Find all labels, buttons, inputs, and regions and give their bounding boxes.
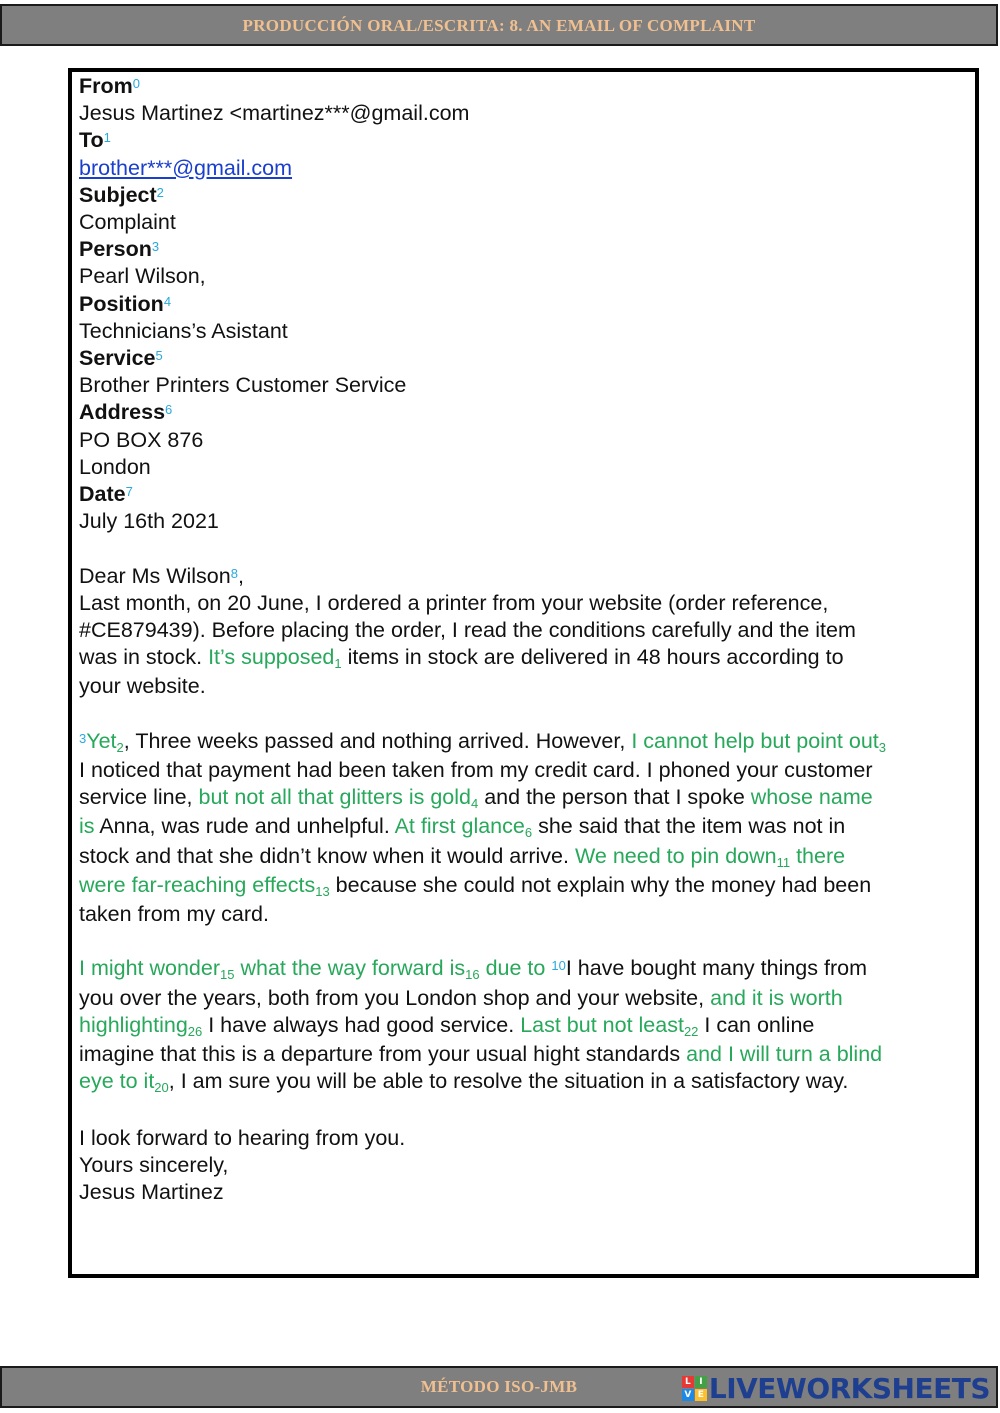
paragraph-3-line: eye to $it_{20}$, I am sure you will be able to resolve the situation in a satisfactory way. [79, 1069, 849, 1096]
to-label: To [79, 128, 104, 153]
service-value: Brother Printers Customer Service [79, 373, 407, 398]
field-label [79, 127, 969, 154]
address-line-1: PO BOX 876 [79, 427, 204, 452]
field-number: 7 [125, 484, 133, 500]
gap-number: 3 [79, 730, 87, 746]
field-label [79, 481, 969, 508]
paragraph-2-line: $^3$Yet$_2$, Three weeks passed and nothing arrived. However, I cannot help but point out$_3$ [79, 728, 887, 755]
position-label: Position [79, 291, 164, 316]
field-number: 2 [156, 184, 164, 200]
field-label [79, 345, 969, 372]
address-label: Address [79, 400, 166, 425]
person-value: Pearl Wilson, [79, 264, 206, 289]
worksheet-title: PRODUCCIÓN ORAL/ESCRITA: 8. AN EMAIL OF COMPLAINT [242, 16, 756, 35]
paragraph-2-line: stock and that she didn’t know when it would arrive. We need to pin down$_{11}$ there [79, 843, 846, 870]
paragraph-1-line: #CE879439). Before placing the order, I read the conditions carefully and the item [79, 618, 856, 643]
field-label [79, 73, 969, 100]
subject-label: Subject [79, 182, 157, 207]
answer-phrase[interactable]: eye to $it_{20}$ [79, 1069, 169, 1096]
field-number: 5 [155, 348, 163, 364]
gap-number: 8 [230, 565, 238, 581]
header-bar [0, 4, 998, 46]
brand-name: LIVEWORKSHEETS [708, 1371, 990, 1405]
field-number: 4 [163, 293, 172, 309]
date-value: July 16th 2021 [79, 509, 219, 534]
footer-bar [0, 1366, 998, 1408]
paragraph-2-line: I noticed that payment had been taken from my credit card. I phoned your customer [79, 758, 873, 783]
liveworksheets-brand[interactable] [682, 1371, 990, 1405]
paragraph-1-line: was in stock. It’s supposed$_1$ items in stock are delivered in 48 hours according to [79, 645, 844, 672]
answer-phrase[interactable]: were far-reaching effects$_{13}$ [79, 872, 330, 899]
paragraph-2-line: taken from my card. [79, 902, 269, 927]
signature-name: Jesus Martinez [79, 1180, 224, 1205]
from-label: From [79, 74, 133, 98]
greeting: Dear Ms Wilson$^8$, [79, 563, 244, 588]
answer-phrase[interactable]: Last but not least$_{22}$ [520, 1012, 699, 1039]
field-label [79, 236, 969, 263]
field-number: 0 [132, 76, 140, 91]
paragraph-1-line: Last month, on 20 June, I ordered a printer from your website (order reference, [79, 590, 829, 615]
paragraph-2-line: service line, but not all that glitters is gold$_4$ and the person that I spoke whose name [79, 785, 873, 812]
answer-phrase[interactable]: but not all that glitters is gold$_4$ [198, 785, 479, 812]
field-label [79, 291, 969, 318]
answer-phrase[interactable]: I might wonder$_{15}$ what the way forward $is_{16}$ due to [79, 956, 546, 983]
answer-phrase[interactable]: It’s supposed$_1$ [208, 645, 342, 672]
sign-off: Yours sincerely, [79, 1152, 229, 1177]
gap-number: 10 [551, 958, 566, 974]
subject-value: Complaint [79, 210, 176, 235]
person-label: Person [79, 237, 152, 262]
closing-line: I look forward to hearing from you. [79, 1125, 406, 1150]
paragraph-3-line: highlighting$_{26}$ I have always had good service. Last but not least$_{22}$ I can online [79, 1012, 815, 1039]
field-number: 6 [165, 402, 173, 418]
field-label [79, 399, 969, 426]
paragraph-3-line: I might wonder$_{15}$ what the way forward $is_{16}$ due to $^{10}$I have bought many things from [79, 956, 867, 983]
liveworksheets-logo-icon: L I V E [682, 1376, 707, 1401]
from-value: Jesus Martinez <martinez***@gmail.com [79, 101, 470, 126]
answer-phrase[interactable]: We need to pin down$_{11}$ there [574, 843, 846, 870]
address-line-2: London [79, 454, 151, 479]
answer-phrase[interactable]: and it is worth [710, 985, 843, 1010]
answer-phrase[interactable]: Yet$_2$ [86, 728, 124, 755]
to-email-link[interactable]: brother***@gmail.com [79, 155, 293, 180]
date-label: Date [79, 482, 126, 507]
field-number: 3 [151, 239, 160, 255]
service-label: Service [79, 346, 156, 371]
paragraph-3-line: imagine that this is a departure from your usual hight standards and I will turn a blind [79, 1042, 883, 1067]
position-value: Technicians’s Asistant [79, 318, 288, 343]
paragraph-1-line: your website. [79, 674, 206, 699]
paragraph-3-line: you over the years, both from you London shop and your website, and it is worth [79, 985, 843, 1010]
email-content [79, 73, 969, 1206]
answer-phrase[interactable]: At first glance$_6$ [394, 814, 533, 841]
field-number: 1 [103, 130, 111, 146]
answer-phrase[interactable]: and I will turn a blind [686, 1042, 883, 1067]
footer-title: MÉTODO ISO-JMB [420, 1377, 578, 1396]
answer-phrase[interactable]: whose name [750, 785, 873, 810]
answer-phrase[interactable]: highlighting$_{26}$ [79, 1012, 203, 1039]
answer-phrase[interactable]: I cannot help but point out$_3$ [631, 728, 887, 755]
field-label [79, 182, 969, 209]
paragraph-2-line: were far-reaching effects$_{13}$ because she could not explain why the money had been [79, 872, 872, 899]
paragraph-2-line: is Anna, was rude and unhelpful. At first glance$_6$ she said that the item was not in [79, 814, 846, 841]
